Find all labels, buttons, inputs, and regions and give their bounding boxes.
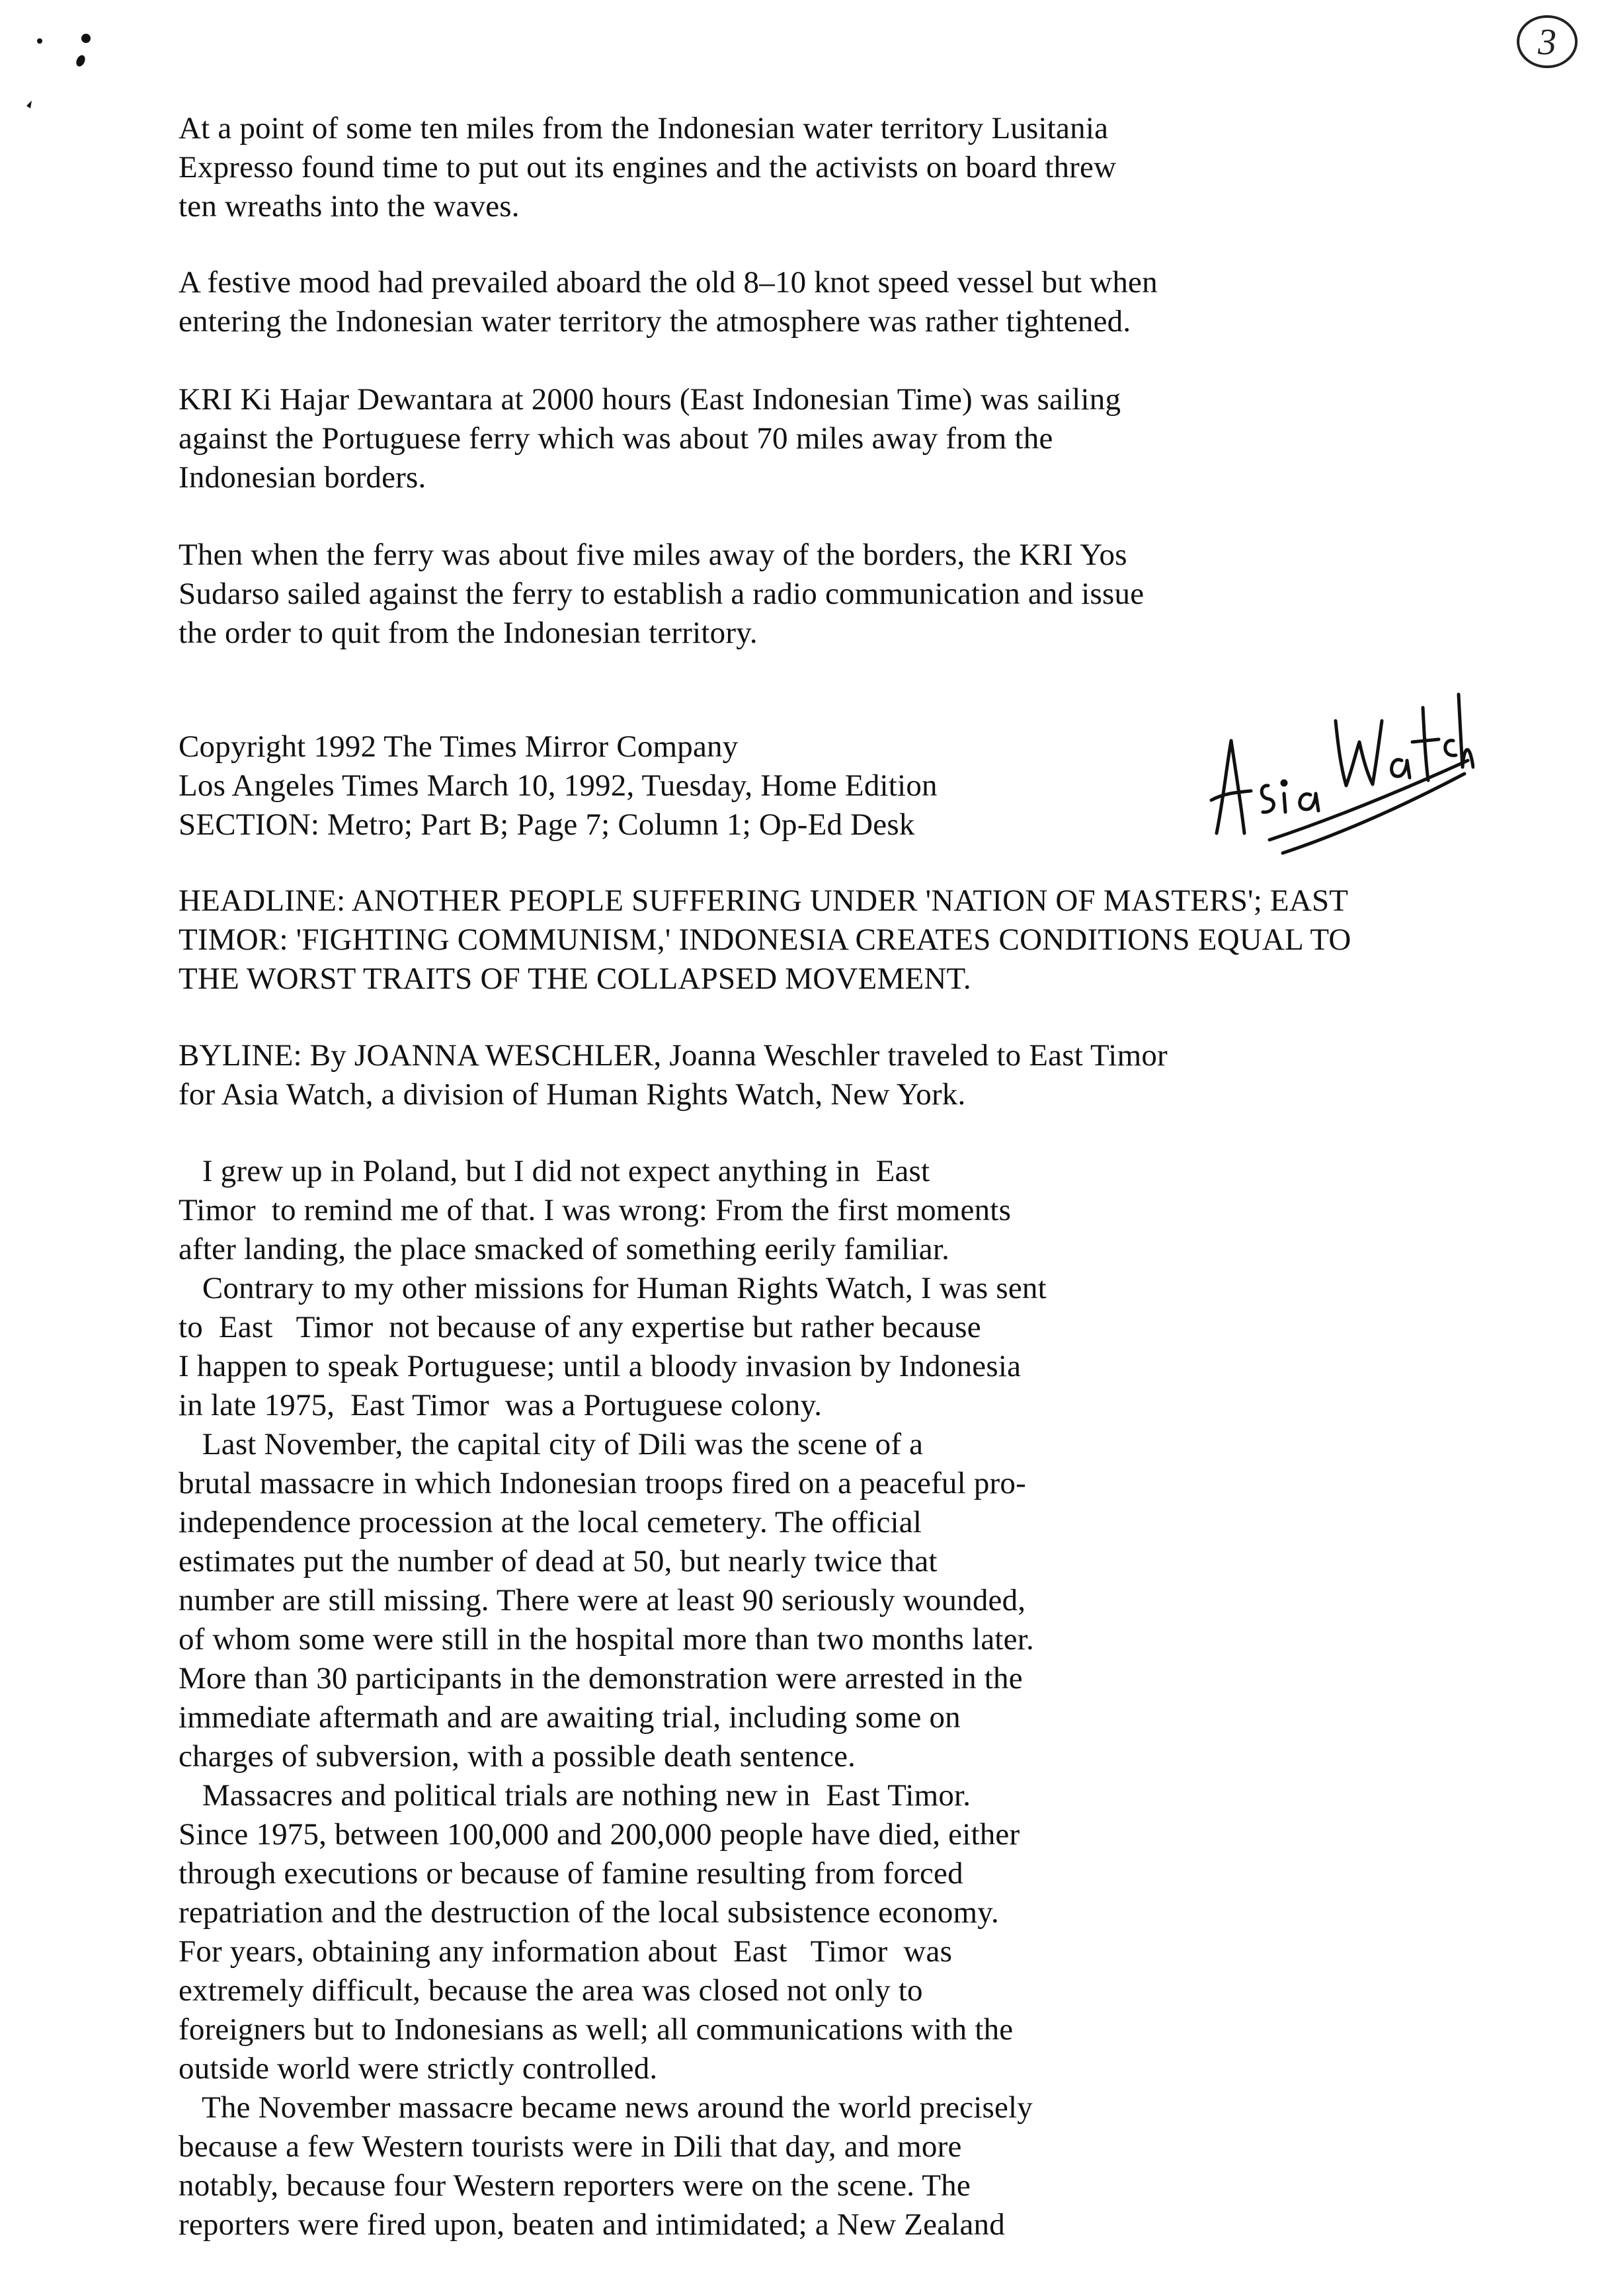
body-line: after landing, the place smacked of something eerily familiar. xyxy=(179,1232,950,1266)
body-line: repatriation and the destruction of the local subsistence economy. xyxy=(179,1895,999,1930)
body-line: independence procession at the local cemetery. The official xyxy=(179,1505,922,1539)
citation-line: Los Angeles Times March 10, 1992, Tuesday, Home Edition xyxy=(179,768,938,803)
body-line: Last November, the capital city of Dili was the scene of a xyxy=(179,1427,924,1461)
text-line: At a point of some ten miles from the Indonesian water territory Lusitania xyxy=(179,111,1109,145)
body-line: Contrary to my other missions for Human Rights Watch, I was sent xyxy=(179,1271,1047,1305)
body-line: through executions or because of famine resulting from forced xyxy=(179,1856,963,1891)
byline-line: BYLINE: By JOANNA WESCHLER, Joanna Weschler traveled to East Timor xyxy=(179,1038,1168,1073)
text-line: Indonesian borders. xyxy=(179,460,426,495)
page-number: 3 xyxy=(1538,22,1556,63)
body-line: brutal massacre in which Indonesian troops fired on a peaceful pro- xyxy=(179,1466,1026,1500)
body-line: in late 1975, East Timor was a Portuguese colony. xyxy=(179,1388,823,1422)
text-line: A festive mood had prevailed aboard the old 8–10 knot speed vessel but when xyxy=(179,265,1158,300)
text-line: KRI Ki Hajar Dewantara at 2000 hours (East Indonesian Time) was sailing xyxy=(179,382,1121,417)
body-line: notably, because four Western reporters were on the scene. The xyxy=(179,2168,971,2203)
body-line: estimates put the number of dead at 50, but nearly twice that xyxy=(179,1544,938,1578)
body-line: foreigners but to Indonesians as well; all communications with the xyxy=(179,2012,1014,2047)
body-line: I grew up in Poland, but I did not expect anything in East xyxy=(179,1154,930,1188)
text-line: Expresso found time to put out its engines and the activists on board threw xyxy=(179,150,1117,184)
headline-line: THE WORST TRAITS OF THE COLLAPSED MOVEMENT. xyxy=(179,962,971,996)
text-line: against the Portuguese ferry which was about 70 miles away from the xyxy=(179,421,1053,456)
body-line: immediate aftermath and are awaiting trial, including some on xyxy=(179,1700,961,1735)
body-line: Massacres and political trials are nothing new in East Timor. xyxy=(179,1778,971,1813)
headline-line: HEADLINE: ANOTHER PEOPLE SUFFERING UNDER 'NATION OF MASTERS'; EAST xyxy=(179,883,1349,918)
body-line: I happen to speak Portuguese; until a bloody invasion by Indonesia xyxy=(179,1349,1022,1383)
body-line: More than 30 participants in the demonstration were arrested in the xyxy=(179,1661,1023,1696)
body-line: The November massacre became news around the world precisely xyxy=(179,2090,1033,2125)
body-line: reporters were fired upon, beaten and intimidated; a New Zealand xyxy=(179,2207,1005,2242)
citation-line: SECTION: Metro; Part B; Page 7; Column 1; Op-Ed Desk xyxy=(179,807,915,842)
body-line: Timor to remind me of that. I was wrong: From the first moments xyxy=(179,1193,1012,1227)
citation-line: Copyright 1992 The Times Mirror Company xyxy=(179,729,739,764)
text-line: Sudarso sailed against the ferry to establish a radio communication and issue xyxy=(179,577,1145,611)
text-line: ten wreaths into the waves. xyxy=(179,189,520,224)
body-line: to East Timor not because of any expertise but rather because xyxy=(179,1310,981,1344)
handwritten-asia-watch-note xyxy=(1197,668,1474,866)
body-line: extremely difficult, because the area was closed not only to xyxy=(179,1973,923,2008)
byline-line: for Asia Watch, a division of Human Rights Watch, New York. xyxy=(179,1077,966,1112)
body-line: Since 1975, between 100,000 and 200,000 people have died, either xyxy=(179,1817,1020,1852)
text-line: Then when the ferry was about five miles away of the borders, the KRI Yos xyxy=(179,538,1127,572)
body-line: charges of subversion, with a possible death sentence. xyxy=(179,1739,856,1774)
headline-line: TIMOR: 'FIGHTING COMMUNISM,' INDONESIA CREATES CONDITIONS EQUAL TO xyxy=(179,922,1351,957)
body-line: because a few Western tourists were in Dili that day, and more xyxy=(179,2129,962,2164)
text-line: entering the Indonesian water territory the atmosphere was rather tightened. xyxy=(179,304,1131,339)
body-line: outside world were strictly controlled. xyxy=(179,2051,658,2086)
page-number-circle xyxy=(1514,12,1580,71)
body-line: For years, obtaining any information about East Timor was xyxy=(179,1934,953,1969)
scan-specks xyxy=(20,13,99,119)
text-line: the order to quit from the Indonesian territory. xyxy=(179,616,758,650)
body-line: of whom some were still in the hospital more than two months later. xyxy=(179,1622,1034,1657)
body-line: number are still missing. There were at least 90 seriously wounded, xyxy=(179,1583,1026,1618)
